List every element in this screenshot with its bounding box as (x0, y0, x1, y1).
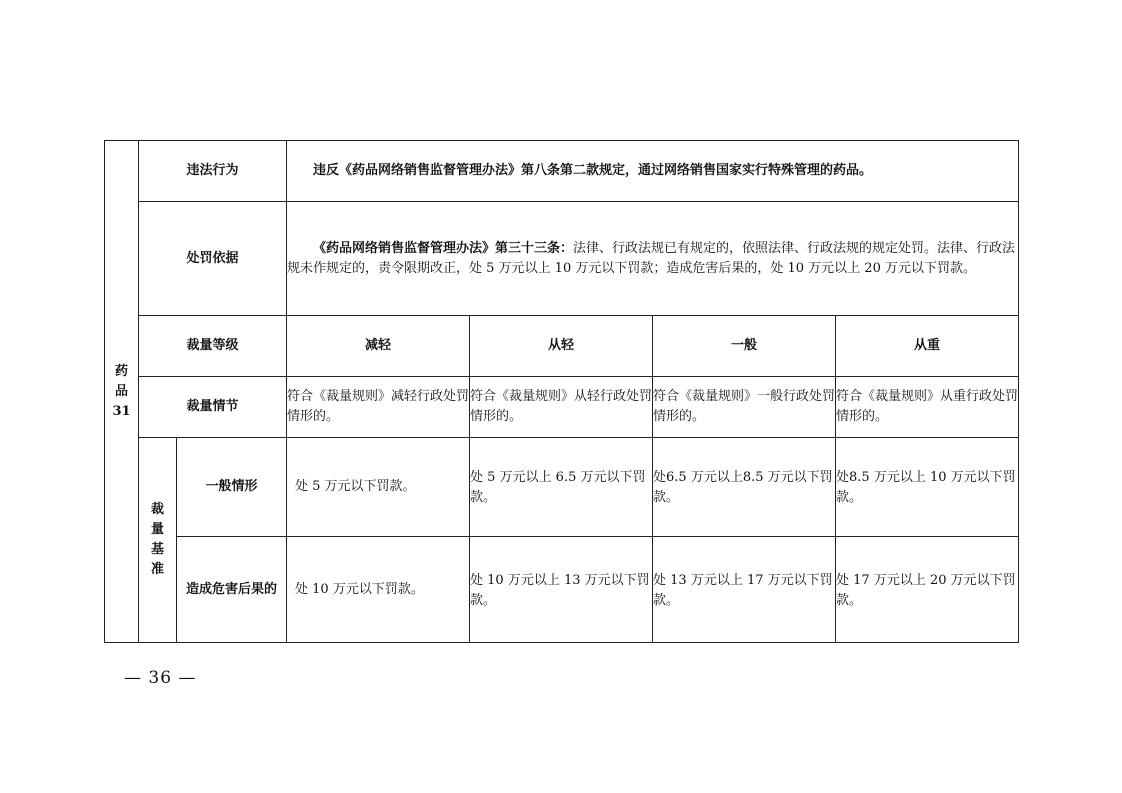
violation-text: 违反《药品网络销售监督管理办法》第八条第二款规定，通过网络销售国家实行特殊管理的药品。 (287, 141, 1019, 202)
row-violation (105, 141, 1019, 202)
basis-article: 《药品网络销售监督管理办法》第三十三条： (313, 240, 574, 256)
penalty-table (104, 140, 1019, 643)
circumstance-label: 裁量情节 (139, 377, 287, 438)
row-basis (105, 202, 1019, 316)
benchmark-label (139, 438, 177, 643)
basis-label: 处罚依据 (139, 202, 287, 316)
basis-cell (287, 202, 1019, 316)
circumstance-lenient: 符合《裁量规则》从轻行政处罚情形的。 (470, 377, 653, 438)
general-general: 处6.5 万元以上8.5 万元以下罚款。 (653, 438, 836, 537)
general-severe: 处8.5 万元以上 10 万元以下罚款。 (836, 438, 1019, 537)
general-mitigated: 处 5 万元以下罚款。 (287, 438, 470, 537)
circumstance-severe: 符合《裁量规则》从重行政处罚情形的。 (836, 377, 1019, 438)
category-char-1: 药 (114, 363, 128, 379)
violation-label: 违法行为 (139, 141, 287, 202)
category-cell (105, 141, 139, 643)
benchmark-char-2: 量 (150, 522, 164, 537)
benchmark-char-4: 准 (150, 562, 164, 577)
grade-severe: 从重 (836, 316, 1019, 377)
benchmark-char-1: 裁 (150, 502, 164, 517)
category-number: 31 (112, 403, 131, 419)
row-grade (105, 316, 1019, 377)
row-benchmark-general (105, 438, 1019, 537)
grade-mitigated: 减轻 (287, 316, 470, 377)
row-benchmark-harm (105, 537, 1019, 643)
grade-label: 裁量等级 (139, 316, 287, 377)
page-number: — 36 — (124, 668, 197, 688)
harm-label: 造成危害后果的 (177, 537, 287, 643)
harm-lenient: 处 10 万元以上 13 万元以下罚款。 (470, 537, 653, 643)
general-lenient: 处 5 万元以上 6.5 万元以下罚款。 (470, 438, 653, 537)
circumstance-mitigated: 符合《裁量规则》减轻行政处罚情形的。 (287, 377, 470, 438)
grade-lenient: 从轻 (470, 316, 653, 377)
basis-text: 法律、行政法规已有规定的，依照法律、行政法规的规定处罚。法律、行政法规未作规定的，责令限期改正，处 5 万元以上 10 万元以下罚款；造成危害后果的，处 10 万元以上 20 万元以下罚款。 (287, 240, 1016, 276)
category-char-2: 品 (114, 383, 128, 399)
row-circumstance (105, 377, 1019, 438)
harm-severe: 处 17 万元以上 20 万元以下罚款。 (836, 537, 1019, 643)
general-label: 一般情形 (177, 438, 287, 537)
grade-general: 一般 (653, 316, 836, 377)
circumstance-general: 符合《裁量规则》一般行政处罚情形的。 (653, 377, 836, 438)
benchmark-char-3: 基 (150, 542, 164, 557)
harm-general: 处 13 万元以上 17 万元以下罚款。 (653, 537, 836, 643)
harm-mitigated: 处 10 万元以下罚款。 (287, 537, 470, 643)
